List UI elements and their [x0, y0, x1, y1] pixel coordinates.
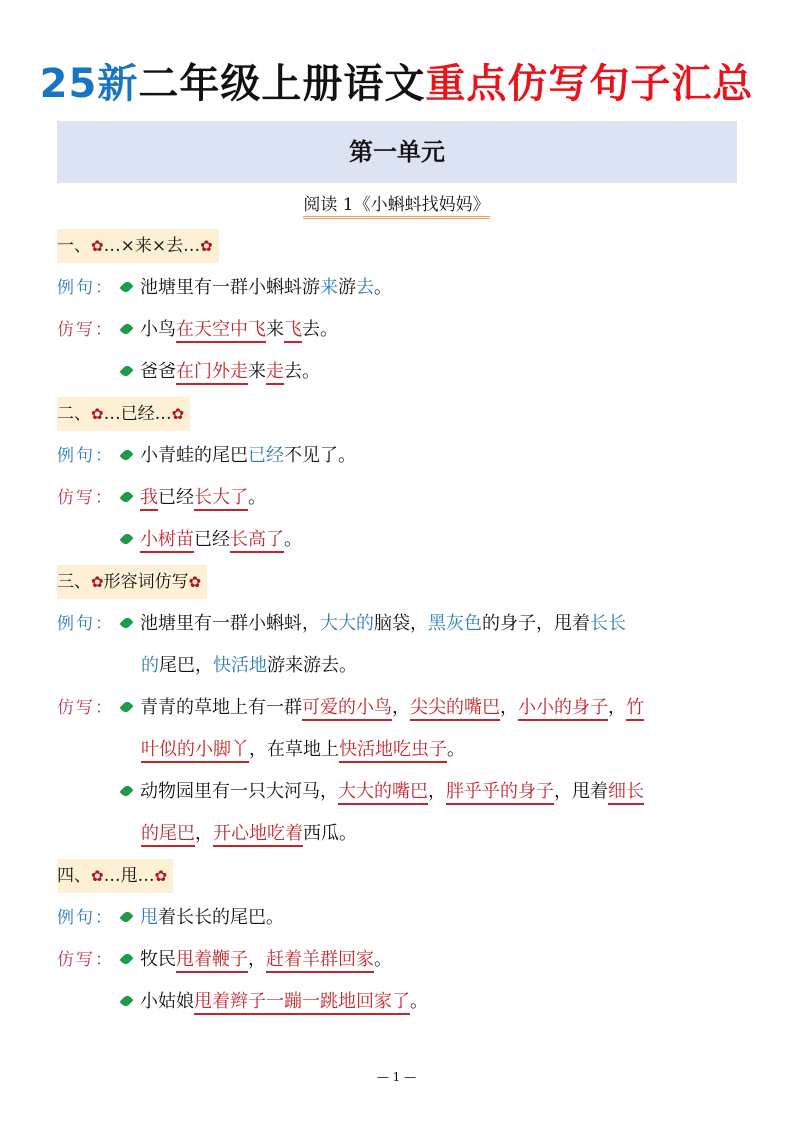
- highlight-word: 快活地: [213, 655, 267, 676]
- section-pattern: 形容词仿写: [103, 572, 189, 592]
- example-label: 例句：: [57, 614, 114, 634]
- sentence-row: [57, 687, 747, 729]
- sentence-text: 不见了。: [284, 445, 356, 466]
- imitation-label: 仿写：: [57, 320, 114, 340]
- flower-icon: ✿: [91, 237, 104, 255]
- leaf-bullet-icon: [119, 448, 133, 462]
- section-title: [57, 859, 173, 893]
- section-number: 四、: [57, 866, 91, 886]
- imitated-phrase: 叶似的小脚丫: [141, 739, 249, 763]
- imitated-phrase: 长高了: [230, 529, 284, 553]
- leaf-bullet-icon: [119, 364, 133, 378]
- title-part-grade: 二年级上册语文: [138, 61, 426, 107]
- flower-icon: ✿: [91, 573, 104, 591]
- section-title: [57, 565, 207, 599]
- section-number: 一、: [57, 236, 91, 256]
- sentence: [121, 603, 626, 645]
- sentence-row: [57, 267, 747, 309]
- imitated-phrase: 胖乎乎的身子: [446, 781, 554, 805]
- sentence-text: 池塘里有一群小蝌蚪，: [140, 613, 320, 634]
- sentence-text: ，: [500, 697, 518, 718]
- highlight-word: 甩: [140, 907, 158, 928]
- sentence-row: [57, 519, 747, 561]
- sentence-text: ，甩着: [554, 781, 608, 802]
- page-number: — 1 —: [376, 1070, 417, 1084]
- example-label: 例句：: [57, 908, 114, 928]
- flower-icon: ✿: [91, 405, 104, 423]
- sentence-text: 。: [248, 487, 266, 508]
- flower-icon: ✿: [154, 867, 168, 885]
- sentence-text: 牧民: [140, 949, 176, 970]
- sentence: [121, 771, 644, 813]
- title-part-topic: 重点仿写句子汇总: [425, 61, 754, 107]
- sentence-text: 。: [447, 739, 465, 760]
- section-pattern: …×来×去…: [103, 236, 201, 256]
- flower-icon: ✿: [200, 237, 213, 255]
- imitated-phrase: 长大了: [194, 487, 248, 511]
- imitated-phrase: 飞: [284, 319, 302, 343]
- imitated-phrase: 在天空中飞: [176, 319, 266, 343]
- imitated-phrase: 在门外走: [176, 361, 248, 385]
- sentence-row: [57, 351, 747, 393]
- imitated-phrase: 大大的嘴巴: [338, 781, 428, 805]
- highlight-word: 去: [356, 277, 374, 298]
- flower-icon: ✿: [171, 405, 185, 423]
- section-header: [57, 225, 747, 267]
- example-label: 例句：: [57, 278, 114, 298]
- highlight-word: 大大的: [320, 613, 374, 634]
- imitated-phrase: 甩着鞭子: [176, 949, 248, 973]
- sentence-text: ，: [392, 697, 410, 718]
- sentence: [141, 645, 357, 687]
- sentence: [121, 981, 428, 1023]
- section-number: 三、: [57, 572, 91, 592]
- imitation-label: 仿写：: [57, 698, 114, 718]
- section-title: [57, 229, 219, 263]
- sentence: [141, 813, 357, 855]
- sentence-text: ，在草地上: [249, 739, 339, 760]
- sentence-text: 小鸟: [140, 319, 176, 340]
- sentence-text: 。: [410, 991, 428, 1012]
- leaf-bullet-icon: [119, 784, 133, 798]
- sentence-text: 来: [248, 361, 266, 382]
- flower-icon: ✿: [188, 573, 202, 591]
- sentence-text: 游来游去。: [267, 655, 357, 676]
- example-label: 例句：: [57, 446, 114, 466]
- imitated-phrase: 快活地吃虫子: [339, 739, 447, 763]
- sentence-text: 去。: [302, 319, 338, 340]
- sentence-text: ，: [428, 781, 446, 802]
- sentence-text: ，: [248, 949, 266, 970]
- section-header: [57, 393, 747, 435]
- unit-heading: 第一单元: [57, 121, 737, 183]
- sentence: [121, 351, 320, 393]
- highlight-word: 已经: [248, 445, 284, 466]
- highlight-word: 长长: [590, 613, 626, 634]
- sentence: [121, 477, 266, 519]
- imitated-phrase: 细长: [608, 781, 644, 805]
- sentence-text: 小青蛙的尾巴: [140, 445, 248, 466]
- document-title: [0, 52, 793, 109]
- sentence-row: [57, 939, 747, 981]
- imitation-label: 仿写：: [57, 488, 114, 508]
- sentence-text: 尾巴，: [159, 655, 213, 676]
- sentence-row: [57, 309, 747, 351]
- flower-icon: ✿: [91, 867, 104, 885]
- imitated-phrase: 小树苗: [140, 529, 194, 553]
- leaf-bullet-icon: [119, 994, 133, 1008]
- sentence: [141, 729, 465, 771]
- sentence: [121, 309, 338, 351]
- imitated-phrase: 尖尖的嘴巴: [410, 697, 500, 721]
- section-number: 二、: [57, 404, 91, 424]
- sentence-text: 。: [374, 949, 392, 970]
- sentence: [121, 939, 392, 981]
- leaf-bullet-icon: [119, 280, 133, 294]
- sentence-row: [57, 477, 747, 519]
- sentence-row: [57, 897, 747, 939]
- imitated-phrase: 甩着辫子一蹦一跳地回家了: [194, 991, 410, 1015]
- sentence-row: [57, 729, 747, 771]
- sentence: [121, 687, 644, 729]
- imitated-phrase: 开心地吃着: [213, 823, 303, 847]
- leaf-bullet-icon: [119, 532, 133, 546]
- imitated-phrase: 的尾巴: [141, 823, 195, 847]
- sentence-text: 西瓜。: [303, 823, 357, 844]
- section-pattern: …已经…: [103, 404, 172, 424]
- highlight-word: 的: [141, 655, 159, 676]
- sentence-text: ，: [195, 823, 213, 844]
- highlight-word: 黑灰色: [428, 613, 482, 634]
- sentence-text: 的身子，甩着: [482, 613, 590, 634]
- leaf-bullet-icon: [119, 952, 133, 966]
- imitated-phrase: 可爱的小鸟: [302, 697, 392, 721]
- imitated-phrase: 赶着羊群回家: [266, 949, 374, 973]
- sentence-row: [57, 981, 747, 1023]
- sentence-text: 青青的草地上有一群: [140, 697, 302, 718]
- leaf-bullet-icon: [119, 490, 133, 504]
- sentence-row: [57, 603, 747, 645]
- sentence-row: [57, 435, 747, 477]
- sentence-text: 去。: [284, 361, 320, 382]
- sentence: [121, 435, 356, 477]
- sentence-text: 脑袋，: [374, 613, 428, 634]
- sentence-row: [57, 771, 747, 813]
- title-part-year: 25新: [39, 61, 139, 107]
- sentence-text: 。: [374, 277, 392, 298]
- lesson-title: 阅读 1《小蝌蚪找妈妈》: [303, 195, 489, 219]
- imitated-phrase: 走: [266, 361, 284, 385]
- section-pattern: …甩…: [103, 866, 155, 886]
- leaf-bullet-icon: [119, 616, 133, 630]
- section-title: [57, 397, 190, 431]
- sentence-text: 已经: [158, 487, 194, 508]
- sentence-text: 。: [284, 529, 302, 550]
- sentence: [121, 267, 392, 309]
- content-rows: [57, 225, 747, 1023]
- highlight-word: 来: [320, 277, 338, 298]
- leaf-bullet-icon: [119, 322, 133, 336]
- section-header: [57, 561, 747, 603]
- sentence-row: [57, 813, 747, 855]
- sentence: [121, 519, 302, 561]
- leaf-bullet-icon: [119, 910, 133, 924]
- sentence-text: 游: [338, 277, 356, 298]
- lesson-heading: [0, 190, 793, 215]
- sentence-row: [57, 645, 747, 687]
- sentence-text: 已经: [194, 529, 230, 550]
- sentence-text: 小姑娘: [140, 991, 194, 1012]
- leaf-bullet-icon: [119, 700, 133, 714]
- sentence-text: ，: [608, 697, 626, 718]
- sentence-text: 池塘里有一群小蝌蚪游: [140, 277, 320, 298]
- imitated-phrase: 我: [140, 487, 158, 511]
- sentence: [121, 897, 284, 939]
- sentence-text: 动物园里有一只大河马，: [140, 781, 338, 802]
- sentence-text: 着长长的尾巴。: [158, 907, 284, 928]
- imitation-label: 仿写：: [57, 950, 114, 970]
- section-header: [57, 855, 747, 897]
- sentence-text: 爸爸: [140, 361, 176, 382]
- sentence-text: 来: [266, 319, 284, 340]
- imitated-phrase: 竹: [626, 697, 644, 721]
- imitated-phrase: 小小的身子: [518, 697, 608, 721]
